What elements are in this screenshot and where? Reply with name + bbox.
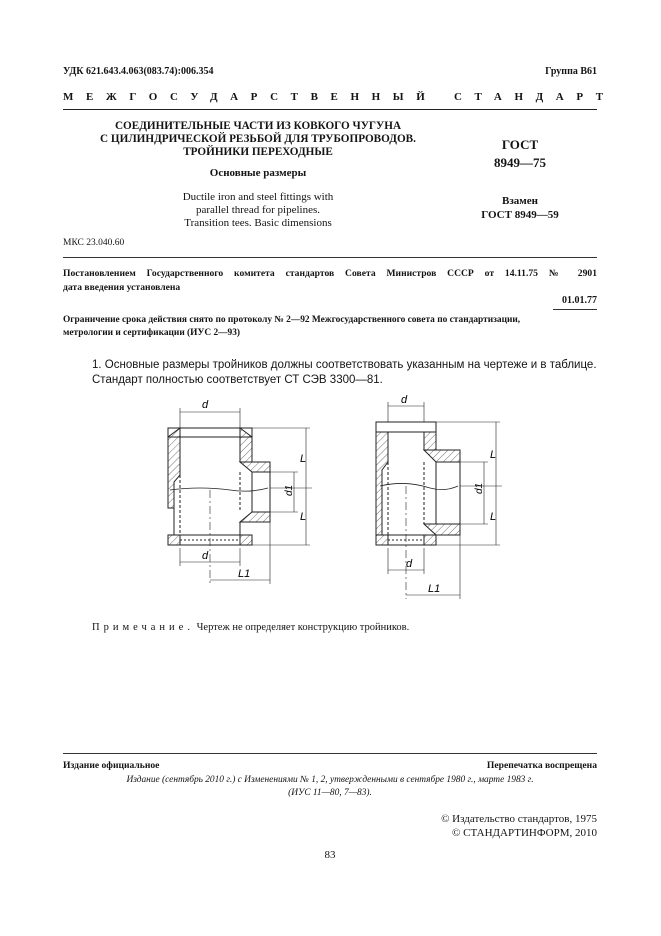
title-en: [63, 191, 453, 230]
note-text: Чертеж не определяет конструкцию тройников.: [196, 622, 410, 633]
left-l-lower-label: L: [300, 511, 307, 523]
left-l-upper-label: L: [300, 453, 307, 465]
official-edition: Издание официальное: [63, 760, 160, 771]
udk-code: УДК 621.643.4.063(083.74):006.354: [63, 66, 214, 77]
reprint-notice: Перепечатка воспрещена: [486, 760, 597, 771]
gost-designation: [472, 136, 568, 172]
title-ru-line3: ТРОЙНИКИ ПЕРЕХОДНЫЕ: [183, 146, 333, 158]
mks-code: МКС 23.040.60: [63, 238, 125, 248]
right-l1-label: L1: [428, 583, 441, 595]
title-en-line2: parallel thread for pipelines.: [195, 204, 320, 216]
footer-rule: [63, 753, 597, 754]
decree-date-label: дата введения установлена: [63, 282, 181, 293]
note-label: Примечание.: [92, 622, 194, 633]
left-tee: [168, 428, 270, 545]
group-code: Группа В61: [545, 66, 597, 77]
banner-left: МЕЖГОСУДАРСТВЕННЫЙ: [63, 91, 438, 103]
gost-label: ГОСТ: [501, 137, 539, 152]
replaces-label: Взамен: [502, 195, 538, 207]
title-ru: [63, 120, 453, 159]
right-tee: [376, 422, 460, 545]
title-en-line1: Ductile iron and steel fittings with: [182, 191, 334, 203]
gost-number: 8949—75: [494, 155, 546, 170]
subtitle-ru: Основные размеры: [209, 167, 307, 179]
left-l1-label: L1: [238, 568, 251, 580]
limitation-line1: Ограничение срока действия снято по протоколу № 2—92 Межгосударственного совета по стандартизации,: [63, 315, 521, 325]
left-d1-label: d1: [284, 484, 295, 496]
left-d-top-label: d: [202, 399, 209, 411]
title-en-line3: Transition tees. Basic dimensions: [184, 217, 332, 229]
replaces-number: ГОСТ 8949—59: [481, 209, 559, 221]
page-number: 83: [324, 849, 336, 861]
title-rule: [63, 257, 597, 258]
body-para-line1: 1. Основные размеры тройников должны соответствовать указанным на чертеже и в таблице.: [92, 359, 597, 371]
decree-date-value: 01.01.77: [562, 295, 597, 306]
body-para-line2: Стандарт полностью соответствует СТ СЭВ 3300—81.: [92, 374, 383, 386]
copyright-block: [380, 812, 597, 840]
title-ru-line2: С ЦИЛИНДРИЧЕСКОЙ РЕЗЬБОЙ ДЛЯ ТРУБОПРОВОДОВ.: [100, 133, 416, 145]
replaces-block: [472, 194, 568, 222]
right-d1-label: d1: [474, 482, 485, 494]
right-d-bottom-label: d: [406, 558, 413, 570]
date-underline: [553, 309, 597, 310]
header-rule: [63, 109, 597, 110]
edition-info: [63, 774, 597, 800]
decree-text: Постановлением Государственного комитета стандартов Совета Министров СССР от 14.11.75 № 2901: [63, 268, 597, 279]
edition-line1: Издание (сентябрь 2010 г.) с Изменениями № 1, 2, утвержденными в сентябре 1980 г., марте 1983 г.: [126, 775, 534, 785]
copyright2: © СТАНДАРТИНФОРМ, 2010: [452, 827, 597, 839]
copyright1: © Издательство стандартов, 1975: [441, 813, 597, 825]
banner-right: СТАНДАРТ: [454, 91, 616, 103]
tee-drawing: [140, 390, 540, 605]
right-l-upper-label: L: [490, 449, 497, 461]
right-d-top-label: d: [401, 394, 408, 406]
limitation-line2: метрологии и сертификации (ИУС 2—93): [63, 328, 241, 338]
note: [92, 622, 409, 633]
right-l-lower-label: L: [490, 511, 497, 523]
title-ru-line1: СОЕДИНИТЕЛЬНЫЕ ЧАСТИ ИЗ КОВКОГО ЧУГУНА: [114, 120, 402, 132]
edition-line2: (ИУС 11—80, 7—83).: [288, 788, 372, 798]
left-d-bottom-label: d: [202, 550, 209, 562]
